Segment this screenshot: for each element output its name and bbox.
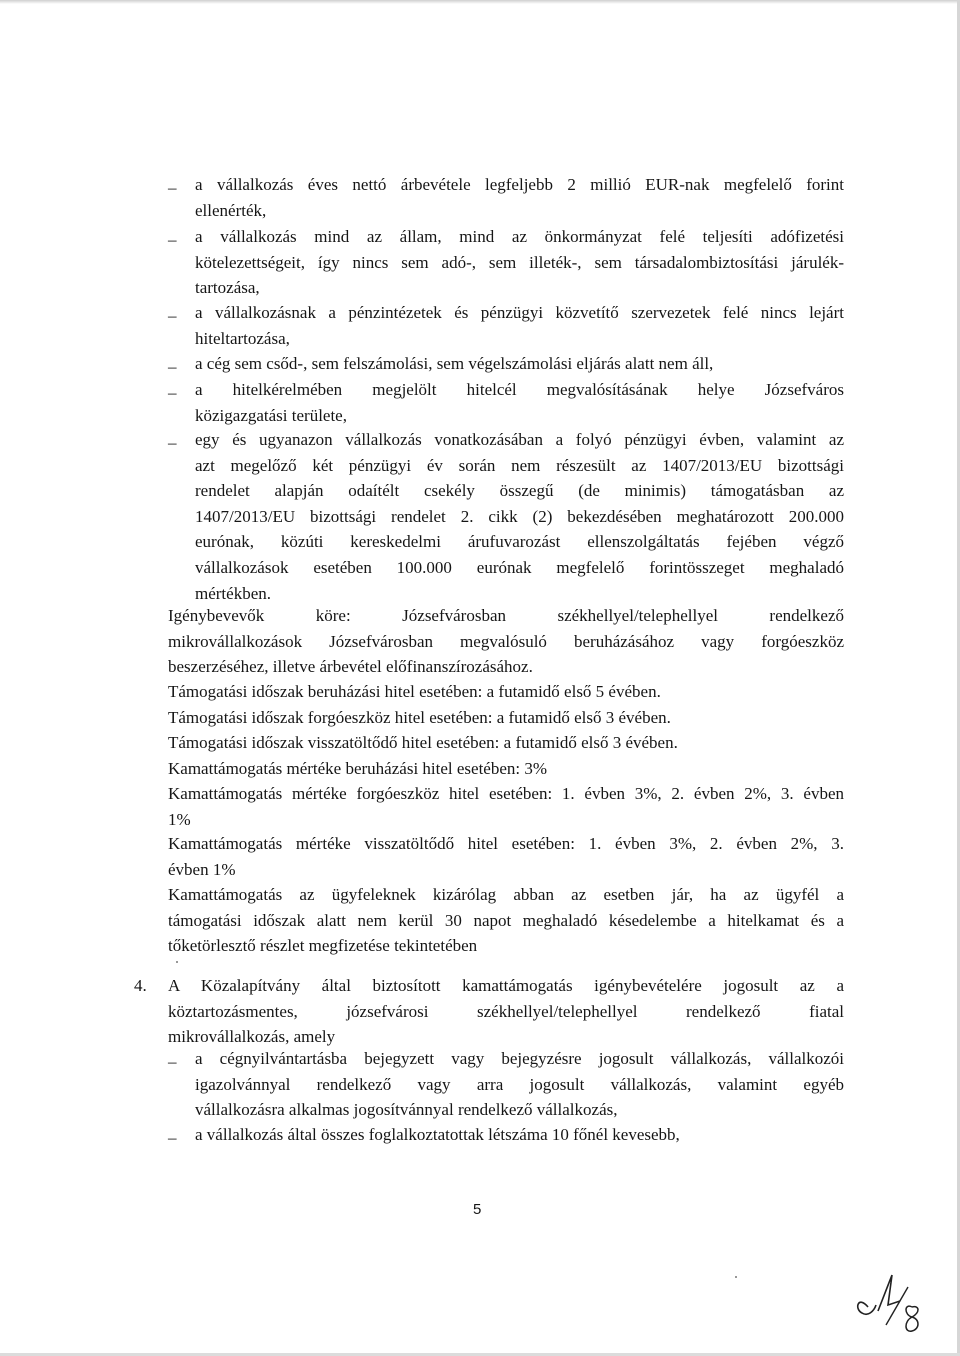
list-bullet: – [168, 306, 177, 325]
list-item-line: a vállalkozásnak a pénzintézetek és pénzügyi közvetítő szervezetek felé nincs lejárt [195, 303, 844, 322]
list-bullet: – [168, 1128, 177, 1147]
scan-speck [735, 1276, 737, 1278]
paragraph-line: Kamattámogatás mértéke beruházási hitel esetében: 3% [168, 759, 548, 778]
paragraph-line: Támogatási időszak visszatöltődő hitel esetében: a futamidő első 3 évében. [168, 733, 678, 752]
list-bullet: – [168, 1052, 177, 1071]
paragraph-line: Kamattámogatás az ügyfeleknek kizárólag abban az esetben jár, ha az ügyfél a [168, 885, 844, 904]
list-item-line: a vállalkozás által összes foglalkoztatottak létszáma 10 főnél kevesebb, [195, 1125, 680, 1144]
paragraph-line: Igénybevevők köre: Józsefvárosban székhellyel/telephellyel rendelkező [168, 606, 844, 625]
paragraph-line: tőketörlesztő részlet megfizetése tekintetében [168, 936, 478, 956]
section-number: 4. [134, 976, 147, 995]
paragraph-line: Támogatási időszak beruházási hitel esetében: a futamidő első 5 évében. [168, 682, 661, 701]
list-item-line: a hitelkérelmében megjelölt hitelcél megvalósításának helye Józsefváros [195, 380, 844, 399]
section-intro-line: A Közalapítvány által biztosított kamattámogatás igénybevételére jogosult az a [168, 976, 844, 995]
paragraph-line: támogatási időszak alatt nem kerül 30 napot meghaladó késedelembe a hitelkamat és a [168, 910, 844, 930]
list-item-line: közigazgatási területe, [195, 405, 347, 425]
page-number: 5 [473, 1201, 482, 1218]
scan-speck [176, 961, 178, 963]
list-item-line: a vállalkozás mind az állam, mind az önkormányzat felé teljesíti adófizetési [195, 227, 844, 246]
list-item-line: vállalkozások esetében 100.000 eurónak megfelelő forintösszeget meghaladó [195, 558, 844, 577]
list-bullet: – [168, 230, 177, 249]
paragraph-line: évben 1% [168, 859, 236, 879]
list-item-line: a cégnyilvántartásba bejegyzett vagy bejegyzésre jogosult vállalkozás, vállalkozói [195, 1049, 844, 1068]
list-item-line: tartozása, [195, 278, 260, 298]
paragraph-line: 1% [168, 809, 191, 829]
list-bullet: – [168, 433, 177, 452]
list-item-line: ellenérték, [195, 200, 267, 220]
scan-edge-top [0, 0, 960, 4]
list-bullet: – [168, 357, 177, 376]
paragraph-line: Kamattámogatás mértéke forgóeszköz hitel esetében: 1. évben 3%, 2. évben 2%, 3. évben [168, 784, 844, 803]
list-item-line: kötelezettségeit, így nincs sem adó-, sem illeték-, sem társadalombiztosítási járulék- [195, 252, 844, 272]
list-item-line: vállalkozásra alkalmas jogosítvánnyal rendelkező vállalkozás, [195, 1100, 618, 1120]
list-bullet: – [168, 178, 177, 197]
paragraph-line: mikrovállalkozások Józsefvárosban megvalósuló beruházásához vagy forgóeszköz [168, 631, 844, 651]
paragraph-line: beszerzéséhez, illetve árbevétel előfinanszírozásához. [168, 657, 533, 677]
list-item-line: a cég sem csőd-, sem felszámolási, sem végelszámolási eljárás alatt nem áll, [195, 354, 714, 373]
handwritten-signature [848, 1265, 930, 1337]
list-item-line: mértékben. [195, 583, 271, 603]
list-item-line: 1407/2013/EU bizottsági rendelet 2. cikk (2) bekezdésében meghatározott 200.000 [195, 506, 844, 526]
list-bullet: – [168, 383, 177, 402]
list-item-line: egy és ugyanazon vállalkozás vonatkozásában a folyó pénzügyi évben, valamint az [195, 430, 844, 449]
list-item-line: a vállalkozás éves nettó árbevétele legfeljebb 2 millió EUR-nak megfelelő forint [195, 175, 844, 194]
section-intro-line: köztartozásmentes, józsefvárosi székhellyel/telephellyel rendelkező fiatal [168, 1001, 844, 1021]
list-item-line: azt megelőző két pénzügyi év során nem részesült az 1407/2013/EU bizottsági [195, 455, 844, 475]
list-item-line: hiteltartozása, [195, 328, 290, 348]
section-intro-line: mikrovállalkozás, amely [168, 1027, 336, 1047]
paragraph-line: Kamattámogatás mértéke visszatöltődő hitel esetében: 1. évben 3%, 2. évben 2%, 3. [168, 834, 844, 853]
paragraph-line: Támogatási időszak forgóeszköz hitel esetében: a futamidő első 3 évében. [168, 708, 671, 727]
list-item-line: eurónak, közúti kereskedelmi árufuvarozást ellenszolgáltatás fejében végző [195, 532, 844, 552]
list-item-line: igazolvánnyal rendelkező vagy arra jogosult vállalkozás, valamint egyéb [195, 1074, 844, 1094]
list-item-line: rendelet alapján odaítélt csekély összegű (de minimis) támogatásban az [195, 481, 844, 501]
